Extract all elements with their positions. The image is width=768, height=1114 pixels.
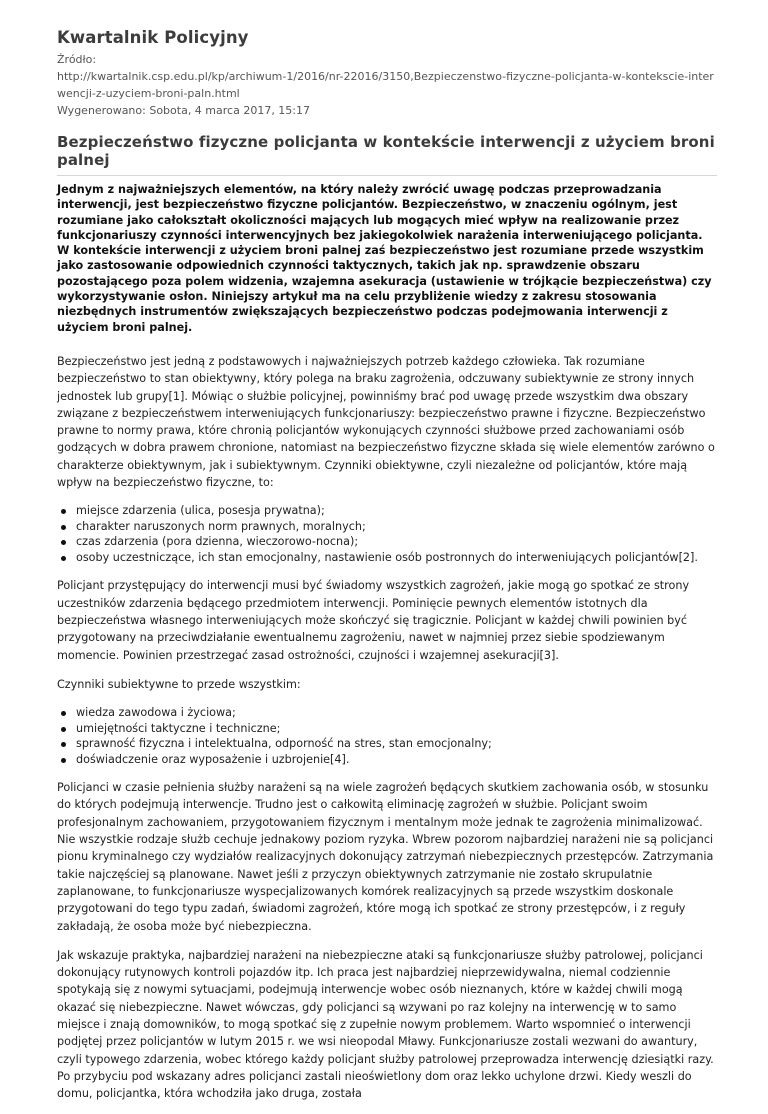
source-label: Źródło:	[57, 53, 97, 66]
list-item: miejsce zdarzenia (ulica, posesja prywatna);	[69, 503, 717, 519]
list-item: wiedza zawodowa i życiowa;	[69, 705, 717, 721]
generated-timestamp: Wygenerowano: Sobota, 4 marca 2017, 15:17	[57, 104, 311, 117]
source-url-link[interactable]: http://kwartalnik.csp.edu.pl/kp/archiwum-1/2016/nr-22016/3150,Bezpieczenstwo-fizyczne-policjanta-w-kontekscie-interwencji-z-uzyciem-broni-paln.html	[57, 70, 714, 100]
paragraph-2: Policjant przystępujący do interwencji musi być świadomy wszystkich zagrożeń, jakie mogą go spotkać ze strony uczestników zdarzenia będącego przedmiotem interwencji. Pominięcie pewnych elementów istotnych dla bezpieczeństwa własnego interweniujących może skończyć się tragicznie. Policjant w każdej chwili powinien być przygotowany na przeciwdziałanie ewentualnemu zagrożeniu, nawet w najmniej przez siebie spodziewanym momencie. Powinien przestrzegać zasad ostrożności, czujności i wzajemnej asekuracji[3].	[57, 579, 690, 662]
subjective-factors-list	[57, 705, 717, 767]
source-block	[57, 51, 717, 119]
objective-factors-list	[57, 503, 717, 565]
article-lead: Jednym z najważniejszych elementów, na który należy zwrócić uwagę podczas przeprowadzania interwencji, jest bezpieczeństwo fizyczne policjantów. Bezpieczeństwo, w znaczeniu ogólnym, jest rozumiane jako całokształt okoliczności mających lub mogących mieć wpływ na realizowanie przez funkcjonariuszy czynności interwencyjnych bez jakiegokolwiek narażenia interweniującego policjanta. W kontekście interwencji z użyciem broni palnej zaś bezpieczeństwo jest rozumiane przede wszystkim jako zastosowanie odpowiednich czynności taktycznych, takich jak np. sprawdzenie obszaru pozostającego poza polem widzenia, wzajemna asekuracja (ustawienie w trójkącie bezpieczeństwa) czy wykorzystywanie osłon. Niniejszy artykuł ma na celu przybliżenie wiedzy z zakresu stosowania niezbędnych instrumentów zwiększających bezpieczeństwo podczas podejmowania interwencji z użyciem broni palnej.	[57, 183, 712, 334]
document-page	[57, 28, 717, 1114]
site-title: Kwartalnik Policyjny	[57, 28, 249, 47]
paragraph-3: Czynniki subiektywne to przede wszystkim:	[57, 677, 301, 691]
paragraph-4: Policjanci w czasie pełnienia służby narażeni są na wiele zagrożeń będących skutkiem zachowania osób, w stosunku do których podejmują interwencje. Trudno jest o całkowitą eliminację zagrożeń w służbie. Policjant swoim profesjonalnym zachowaniem, przygotowaniem fizycznym i mentalnym może jednak te zagrożenia minimalizować. Nie wszystkie rodzaje służb cechuje jednakowy poziom ryzyka. Wbrew pozorom najbardziej narażeni nie są policjanci pionu kryminalnego czy wydziałów realizacyjnych dokonujący zatrzymań niebezpiecznych przestępców. Zatrzymania takie najczęściej są planowane. Nawet jeśli z przyczyn obiektywnych zatrzymanie nie zostało skrupulatnie zaplanowane, to funkcjonariusze wyspecjalizowanych komórek realizacyjnych są przede wszystkim doskonale przygotowani do tego typu zadań, świadomi zagrożeń, które mogą ich spotkać ze strony przestępców, i z reguły zakładają, że osoba może być niebezpieczna.	[57, 781, 714, 933]
list-item: sprawność fizyczna i intelektualna, odporność na stres, stan emocjonalny;	[69, 736, 717, 752]
paragraph-1: Bezpieczeństwo jest jedną z podstawowych i najważniejszych potrzeb każdego człowieka. Tak rozumiane bezpieczeństwo to stan obiektywny, który polega na braku zagrożenia, odczuwany subiektywnie ze strony innych jednostek lub grupy[1]. Mówiąc o służbie policyjnej, powinniśmy brać pod uwagę przede wszystkim dwa obszary związane z bezpieczeństwem interweniujących funkcjonariuszy: bezpieczeństwo prawne i fizyczne. Bezpieczeństwo prawne to normy prawa, które chronią policjantów wykonujących czynności służbowe przed zachowaniami osób godzących w dobra prawem chronione, natomiast na bezpieczeństwo fizyczne składa się wiele elementów zarówno o charakterze obiektywnym, jak i subiektywnym. Czynniki obiektywne, czyli niezależne od policjantów, które mają wpływ na bezpieczeństwo fizyczne, to:	[57, 354, 715, 490]
list-item: charakter naruszonych norm prawnych, moralnych;	[69, 519, 717, 535]
paragraph-5: Jak wskazuje praktyka, najbardziej narażeni na niebezpieczne ataki są funkcjonariusze służby patrolowej, policjanci dokonujący rutynowych kontroli pojazdów itp. Ich praca jest najbardziej nieprzewidywalna, niemal codziennie spotykają się z nowymi sytuacjami, podejmują interwencje wobec osób nieznanych, które w każdej chwili mogą okazać się niebezpieczne. Nawet wówczas, gdy policjanci są wzywani po raz kolejny na interwencję w to samo miejsce i znają domowników, to mogą spotkać się z zupełnie nowym problemem. Warto wspomnieć o interwencji podjętej przez policjantów w lutym 2015 r. we wsi nieopodal Mławy. Funkcjonariusze zostali wezwani do awantury, czyli typowego zdarzenia, wobec którego każdy policjant służby patrolowej przeprowadza interwencję dziesiątki razy. Po przybyciu pod wskazany adres policjanci zastali nieoświetlony dom oraz lekko uchylone drzwi. Kiedy weszli do domu, policjantka, która wchodziła jako druga, została	[57, 948, 714, 1101]
list-item: doświadczenie oraz wyposażenie i uzbrojenie[4].	[69, 752, 717, 768]
list-item: umiejętności taktyczne i techniczne;	[69, 721, 717, 737]
list-item: osoby uczestniczące, ich stan emocjonalny, nastawienie osób postronnych do interweniujących policjantów[2].	[69, 550, 717, 566]
article-title: Bezpieczeństwo fizyczne policjanta w kontekście interwencji z użyciem broni palnej	[57, 133, 717, 176]
list-item: czas zdarzenia (pora dzienna, wieczorowo-nocna);	[69, 534, 717, 550]
